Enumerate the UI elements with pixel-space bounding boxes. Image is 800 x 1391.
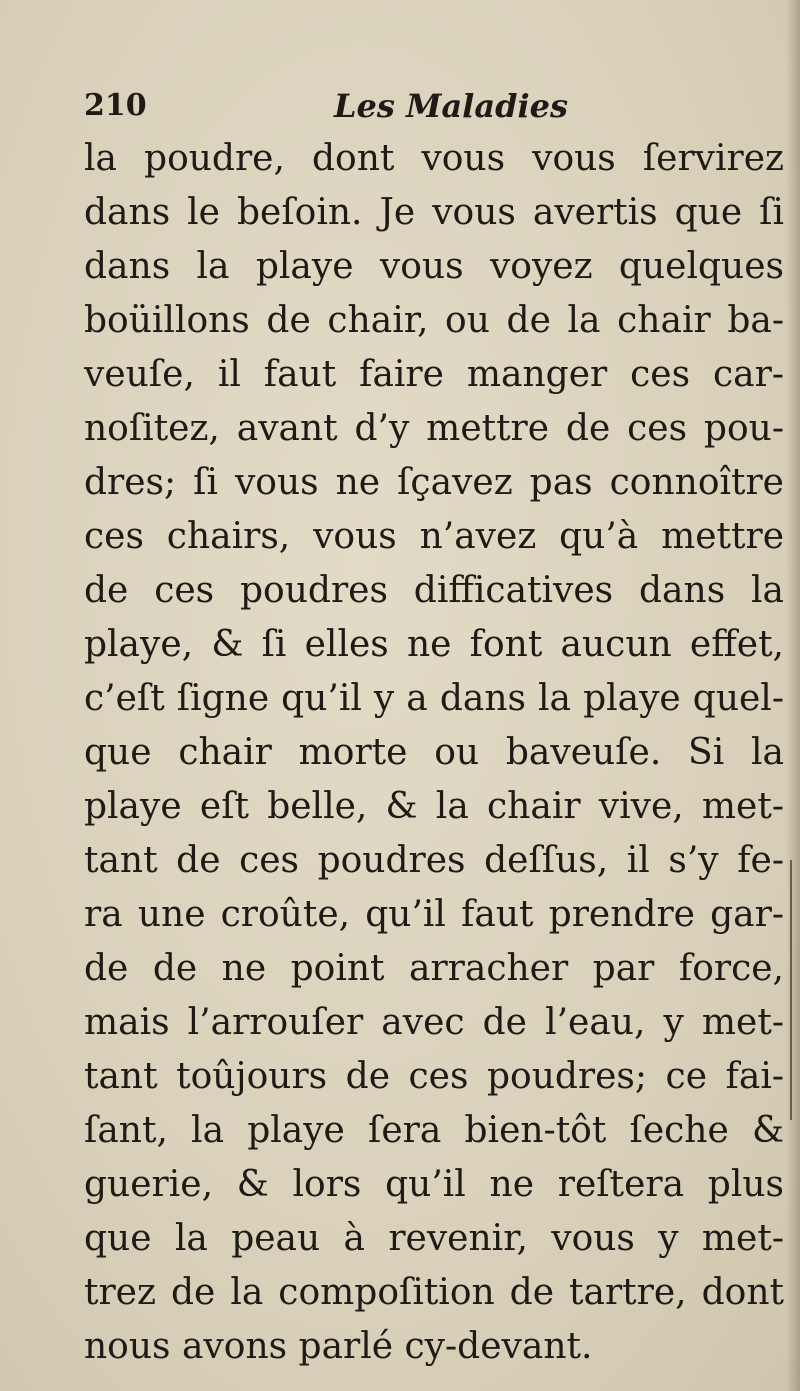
text-line: que la peau à revenir, vous y met- xyxy=(84,1218,784,1259)
text-line: ces chairs, vous n’avez qu’à mettre xyxy=(84,516,784,557)
page-number: 210 xyxy=(84,88,147,123)
text-line: tant de ces poudres deſſus, il s’y fe- xyxy=(84,840,784,881)
text-line: trez de la compoſition de tartre, dont xyxy=(84,1272,784,1313)
text-line: mais l’arrouſer avec de l’eau, y met- xyxy=(84,1002,784,1043)
text-line: ſant, la playe ſera bien-tôt ſeche & xyxy=(84,1110,784,1151)
text-line: c’eſt ſigne qu’il y a dans la playe quel- xyxy=(84,678,784,719)
page-edge-line xyxy=(790,860,792,1120)
text-line: la poudre, dont vous vous ſervirez xyxy=(84,138,784,179)
text-line: que chair morte ou baveuſe. Si la xyxy=(84,732,784,773)
body-text xyxy=(84,132,784,1374)
text-line: dans le beſoin. Je vous avertis que ſi xyxy=(84,192,784,233)
text-line: boüillons de chair, ou de la chair ba- xyxy=(84,300,784,341)
text-line: de de ne point arracher par force, xyxy=(84,948,784,989)
text-line: playe eſt belle, & la chair vive, met- xyxy=(84,786,784,827)
text-line: nous avons parlé cy-devant. xyxy=(84,1326,593,1367)
text-line: tant toûjours de ces poudres; ce fai- xyxy=(84,1056,784,1097)
page-edge-shadow xyxy=(786,0,800,1391)
text-line: ra une croûte, qu’il faut prendre gar- xyxy=(84,894,784,935)
text-line: dans la playe vous voyez quelques xyxy=(84,246,784,287)
running-title: Les Maladies xyxy=(334,87,568,125)
text-line: de ces poudres difficatives dans la xyxy=(84,570,784,611)
text-line: noſitez, avant d’y mettre de ces pou- xyxy=(84,408,784,449)
text-line: playe, & ſi elles ne font aucun effet, xyxy=(84,624,784,665)
text-line: dres; ſi vous ne ſçavez pas connoître xyxy=(84,462,784,503)
text-line: veuſe, il faut faire manger ces car- xyxy=(84,354,784,395)
text-line: guerie, & lors qu’il ne reſtera plus xyxy=(84,1164,784,1205)
running-header xyxy=(84,82,784,130)
